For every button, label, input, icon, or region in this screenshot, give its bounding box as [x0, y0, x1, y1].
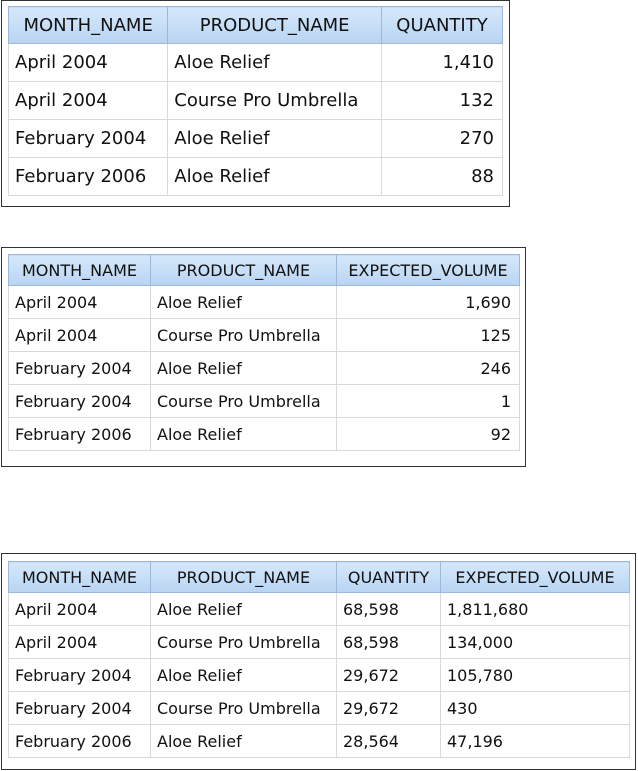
quantity-table [8, 6, 503, 196]
cell-month-name: April 2004 [9, 593, 151, 626]
cell-product-name: Aloe Relief [168, 44, 382, 82]
cell-month-name: February 2006 [9, 725, 151, 758]
table-row[interactable] [9, 120, 503, 158]
cell-month-name: February 2004 [9, 385, 151, 418]
cell-product-name: Course Pro Umbrella [151, 692, 337, 725]
cell-product-name: Course Pro Umbrella [168, 82, 382, 120]
cell-product-name: Aloe Relief [151, 725, 337, 758]
table-row[interactable] [9, 385, 520, 418]
cell-quantity: 88 [382, 158, 503, 196]
cell-quantity: 270 [382, 120, 503, 158]
cell-expected-volume: 105,780 [441, 659, 630, 692]
cell-expected-volume: 47,196 [441, 725, 630, 758]
table-row[interactable] [9, 593, 630, 626]
cell-expected-volume: 125 [337, 319, 520, 352]
cell-expected-volume: 134,000 [441, 626, 630, 659]
table-row[interactable] [9, 626, 630, 659]
column-header-month-name[interactable]: MONTH_NAME [9, 255, 151, 286]
column-header-product-name[interactable]: PRODUCT_NAME [151, 255, 337, 286]
cell-month-name: April 2004 [9, 286, 151, 319]
column-header-month-name[interactable]: MONTH_NAME [9, 7, 168, 44]
cell-month-name: April 2004 [9, 44, 168, 82]
cell-month-name: February 2006 [9, 158, 168, 196]
cell-product-name: Aloe Relief [151, 593, 337, 626]
cell-month-name: April 2004 [9, 626, 151, 659]
expected-volume-table [8, 254, 520, 451]
column-header-expected-volume[interactable]: EXPECTED_VOLUME [441, 562, 630, 593]
combined-result-grid [1, 553, 636, 770]
cell-expected-volume: 430 [441, 692, 630, 725]
cell-expected-volume: 246 [337, 352, 520, 385]
table-row[interactable] [9, 352, 520, 385]
cell-quantity: 29,672 [337, 659, 441, 692]
cell-quantity: 1,410 [382, 44, 503, 82]
cell-quantity: 29,672 [337, 692, 441, 725]
table-row[interactable] [9, 158, 503, 196]
cell-product-name: Aloe Relief [151, 659, 337, 692]
table-row[interactable] [9, 286, 520, 319]
expected-volume-result-grid [1, 247, 526, 467]
cell-expected-volume: 1 [337, 385, 520, 418]
table-row[interactable] [9, 725, 630, 758]
cell-product-name: Course Pro Umbrella [151, 626, 337, 659]
column-header-month-name[interactable]: MONTH_NAME [9, 562, 151, 593]
cell-expected-volume: 1,811,680 [441, 593, 630, 626]
header-row [9, 7, 503, 44]
cell-month-name: February 2006 [9, 418, 151, 451]
header-row [9, 255, 520, 286]
cell-product-name: Aloe Relief [151, 286, 337, 319]
cell-month-name: February 2004 [9, 659, 151, 692]
cell-month-name: April 2004 [9, 319, 151, 352]
column-header-quantity[interactable]: QUANTITY [337, 562, 441, 593]
cell-month-name: February 2004 [9, 352, 151, 385]
cell-quantity: 132 [382, 82, 503, 120]
column-header-expected-volume[interactable]: EXPECTED_VOLUME [337, 255, 520, 286]
quantity-result-grid [1, 0, 510, 207]
column-header-product-name[interactable]: PRODUCT_NAME [168, 7, 382, 44]
table-row[interactable] [9, 692, 630, 725]
table-row[interactable] [9, 44, 503, 82]
table-row[interactable] [9, 659, 630, 692]
cell-product-name: Aloe Relief [151, 418, 337, 451]
cell-product-name: Aloe Relief [168, 158, 382, 196]
cell-month-name: February 2004 [9, 692, 151, 725]
cell-month-name: April 2004 [9, 82, 168, 120]
cell-product-name: Aloe Relief [151, 352, 337, 385]
cell-quantity: 68,598 [337, 626, 441, 659]
cell-month-name: February 2004 [9, 120, 168, 158]
cell-quantity: 68,598 [337, 593, 441, 626]
cell-expected-volume: 92 [337, 418, 520, 451]
cell-product-name: Course Pro Umbrella [151, 319, 337, 352]
column-header-product-name[interactable]: PRODUCT_NAME [151, 562, 337, 593]
header-row [9, 562, 630, 593]
cell-quantity: 28,564 [337, 725, 441, 758]
table-row[interactable] [9, 418, 520, 451]
table-row[interactable] [9, 319, 520, 352]
combined-table [8, 561, 630, 758]
table-row[interactable] [9, 82, 503, 120]
cell-expected-volume: 1,690 [337, 286, 520, 319]
cell-product-name: Course Pro Umbrella [151, 385, 337, 418]
cell-product-name: Aloe Relief [168, 120, 382, 158]
column-header-quantity[interactable]: QUANTITY [382, 7, 503, 44]
